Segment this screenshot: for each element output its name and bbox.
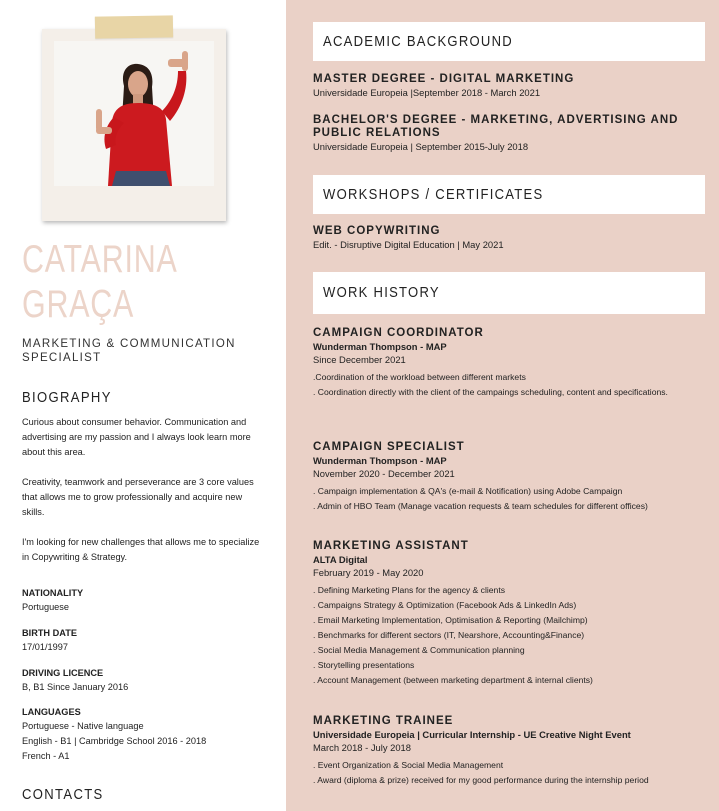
- driving-licence-block: DRIVING LICENCE B, B1 Since January 2016: [22, 668, 129, 692]
- job-bullet: .Coordination of the workload between different markets: [313, 372, 526, 382]
- job-title: CAMPAIGN SPECIALIST: [313, 441, 465, 453]
- job-bullet: . Storytelling presentations: [313, 660, 415, 670]
- profile-photo-frame: [42, 29, 226, 221]
- job-bullet: . Benchmarks for different sectors (IT, Nearshore, Accounting&Finance): [313, 630, 585, 640]
- languages-block: LANGUAGES Portuguese - Native language English - B1 | Cambridge School 2016 - 2018 French - A1: [22, 706, 272, 764]
- language-item: French - A1: [22, 751, 70, 761]
- job-entry: [313, 441, 708, 514]
- job-bullet: . Email Marketing Implementation, Optimisation & Reporting (Mailchimp): [313, 615, 588, 625]
- job-bullet: . Defining Marketing Plans for the agency & clients: [313, 585, 506, 595]
- language-item: English - B1 | Cambridge School 2016 - 2018: [22, 736, 207, 746]
- job-org: ALTA Digital: [313, 554, 368, 565]
- job-title: CAMPAIGN COORDINATOR: [313, 327, 484, 339]
- job-dates: November 2020 - December 2021: [313, 468, 455, 479]
- workshops-heading-box: [313, 175, 705, 214]
- work-heading-box: [313, 272, 705, 314]
- job-bullet: . Campaign implementation & QA's (e-mail & Notification) using Adobe Campaign: [313, 486, 623, 496]
- job-bullet: . Campaigns Strategy & Optimization (Facebook Ads & LinkedIn Ads): [313, 600, 577, 610]
- job-dates: March 2018 - July 2018: [313, 742, 411, 753]
- academic-heading-box: [313, 22, 705, 61]
- job-entry: [313, 715, 708, 788]
- academic-heading: ACADEMIC BACKGROUND: [323, 33, 513, 50]
- language-item: Portuguese - Native language: [22, 721, 144, 731]
- job-bullet: . Coordination directly with the client of the campaings scheduling, content and specifications.: [313, 387, 668, 397]
- sidebar: [0, 0, 286, 811]
- job-org: Wunderman Thompson - MAP: [313, 455, 447, 466]
- academic-entry: BACHELOR'S DEGREE - MARKETING, ADVERTISING AND PUBLIC RELATIONS Universidade Europeia | September 2015-July 2018: [313, 114, 679, 152]
- job-bullet: . Admin of HBO Team (Manage vacation requests & team schedules for different offices): [313, 501, 648, 511]
- academic-entry: MASTER DEGREE - DIGITAL MARKETING Universidade Europeia |September 2018 - March 2021: [313, 73, 575, 98]
- job-org: Wunderman Thompson - MAP: [313, 341, 447, 352]
- job-dates: February 2019 - May 2020: [313, 567, 424, 578]
- main-content: [286, 0, 719, 811]
- candidate-name: CATARINA GRAÇA: [22, 238, 178, 326]
- job-entry: [313, 540, 708, 688]
- job-dates: Since December 2021: [313, 354, 406, 365]
- tape-decoration: [95, 15, 173, 38]
- job-entry: [313, 327, 708, 400]
- job-bullet: . Social Media Management & Communication planning: [313, 645, 525, 655]
- biography-heading: BIOGRAPHY: [22, 390, 112, 406]
- biography-text: Curious about consumer behavior. Communication and advertising are my passion and I always look learn more about this area. Creativity, teamwork and perseverance are 3 core values that allows me to grow professionally and acquire new skills. I'm looking for new challenges that allows me to specialize in Copywriting & Strategy.: [22, 417, 260, 562]
- profile-photo: [54, 41, 214, 186]
- job-bullet: . Account Management (between marketing department & internal clients): [313, 675, 593, 685]
- nationality-block: NATIONALITY Portuguese: [22, 588, 84, 612]
- work-heading: WORK HISTORY: [323, 285, 440, 301]
- job-title: MARKETING ASSISTANT: [313, 540, 469, 552]
- contacts-heading: CONTACTS: [22, 787, 104, 803]
- job-bullet: . Award (diploma & prize) received for my good performance during the internship period: [313, 775, 649, 785]
- workshop-entry: WEB COPYWRITING Edit. - Disruptive Digital Education | May 2021: [313, 225, 504, 250]
- birth-date-block: BIRTH DATE 17/01/1997: [22, 628, 77, 652]
- job-bullet: . Event Organization & Social Media Management: [313, 760, 504, 770]
- workshops-heading: WORKSHOPS / CERTIFICATES: [323, 186, 544, 203]
- candidate-role: MARKETING & COMMUNICATION SPECIALIST: [22, 338, 236, 364]
- job-title: MARKETING TRAINEE: [313, 715, 454, 727]
- job-org: Universidade Europeia | Curricular Internship - UE Creative Night Event: [313, 729, 631, 740]
